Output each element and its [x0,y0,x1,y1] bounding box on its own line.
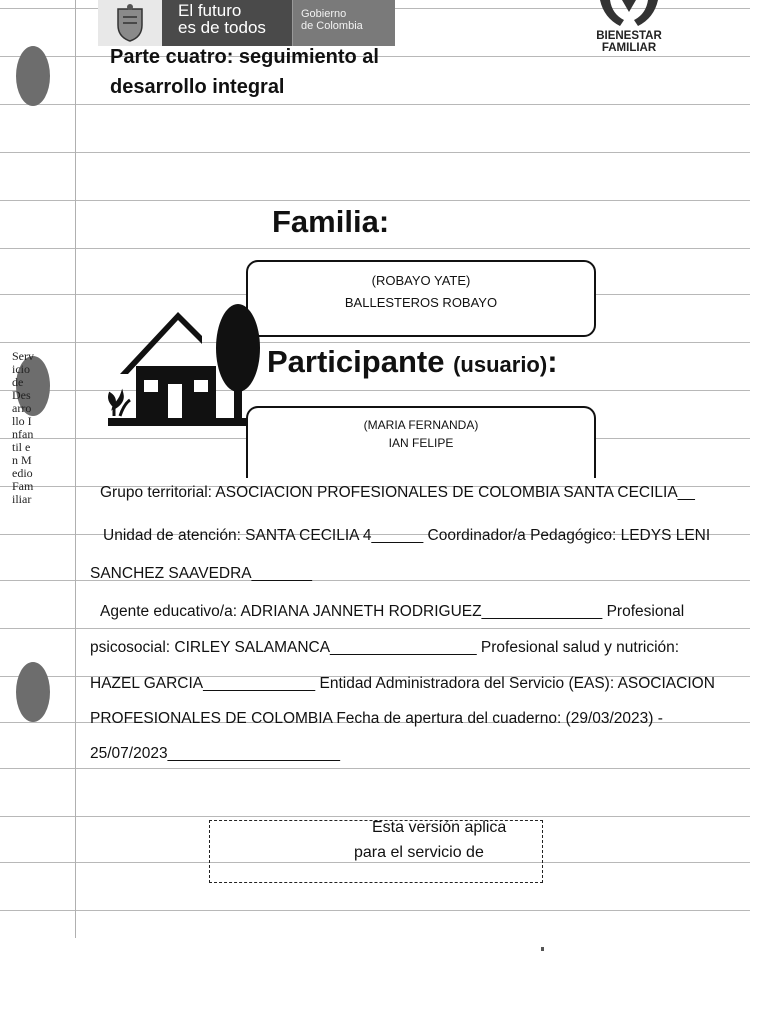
participante-box [246,406,596,478]
version-line2: para el servicio de [354,844,484,861]
ruled-line [0,152,750,153]
ruled-line [0,910,750,911]
participante-heading-colon: : [547,344,558,379]
bienestar-familiar-logo [584,0,674,60]
section-title [110,42,440,102]
fecha-cierre: 25/07/2023____________________ [90,745,340,762]
coat-of-arms-icon [98,0,162,46]
version-line1: Esta versión aplica [372,819,507,836]
participante-line2: IAN FELIPE [388,436,454,450]
side-margin-text: Servicio de Desarrollo Infantil en Medio Familiar [12,349,34,506]
logo-gobierno-line2: de Colombia [301,20,363,32]
margin-line [75,0,76,938]
stray-mark [541,947,544,951]
participante-line1: (MARIA FERNANDA) [363,418,479,432]
bienestar-hands-icon [584,0,674,30]
profesional-psicosocial: psicosocial: CIRLEY SALAMANCA_________________ Profesional salud y nutrición: [90,639,680,656]
section-title-line1: Parte cuatro: seguimiento al [110,46,379,68]
ruled-line [0,200,750,201]
ruled-line [0,628,750,629]
entidad-fecha-apertura: PROFESIONALES DE COLOMBIA Fecha de apertura del cuaderno: (29/03/2023) - [90,710,663,727]
agente-educativo: Agente educativo/a: ADRIANA JANNETH RODRIGUEZ______________ Profesional [100,603,685,620]
logo-slogan-line1: El futuro [178,1,242,20]
grupo-territorial: Grupo territorial: ASOCIACION PROFESIONALES DE COLOMBIA SANTA CECILIA__ [100,484,695,501]
ruled-line [0,768,750,769]
logo-gobierno-line1: Gobierno [301,8,347,20]
logo-slogan [162,0,292,46]
familia-line1: (ROBAYO YATE) [371,273,471,288]
unidad-atencion: Unidad de atención: SANTA CECILIA 4______ Coordinador/a Pedagógico: LEDYS LENI [103,527,711,544]
binder-hole [16,662,50,722]
ruled-line [0,248,750,249]
bienestar-line2: FAMILIAR [601,42,657,54]
participante-heading-sub: (usuario) [453,352,548,377]
version-box [209,820,543,883]
gobierno-logo [98,0,395,46]
bienestar-line1: BIENESTAR [596,30,662,42]
logo-slogan-line2: es de todos [178,18,266,37]
familia-heading: Familia: [272,204,390,239]
familia-line2: BALLESTEROS ROBAYO [344,295,498,310]
section-title-line2: desarrollo integral [110,76,285,98]
binder-hole [16,46,50,106]
logo-gobierno-text [292,0,395,46]
familia-box [246,260,596,337]
coordinador-nombre: SANCHEZ SAAVEDRA_______ [90,565,312,582]
participante-heading-main: Participante [267,344,445,379]
house-icon [106,304,266,432]
ruled-line [0,104,750,105]
profesional-salud: HAZEL GARCIA_____________ Entidad Administradora del Servicio (EAS): ASOCIACION [90,675,715,692]
participante-heading [267,344,558,380]
